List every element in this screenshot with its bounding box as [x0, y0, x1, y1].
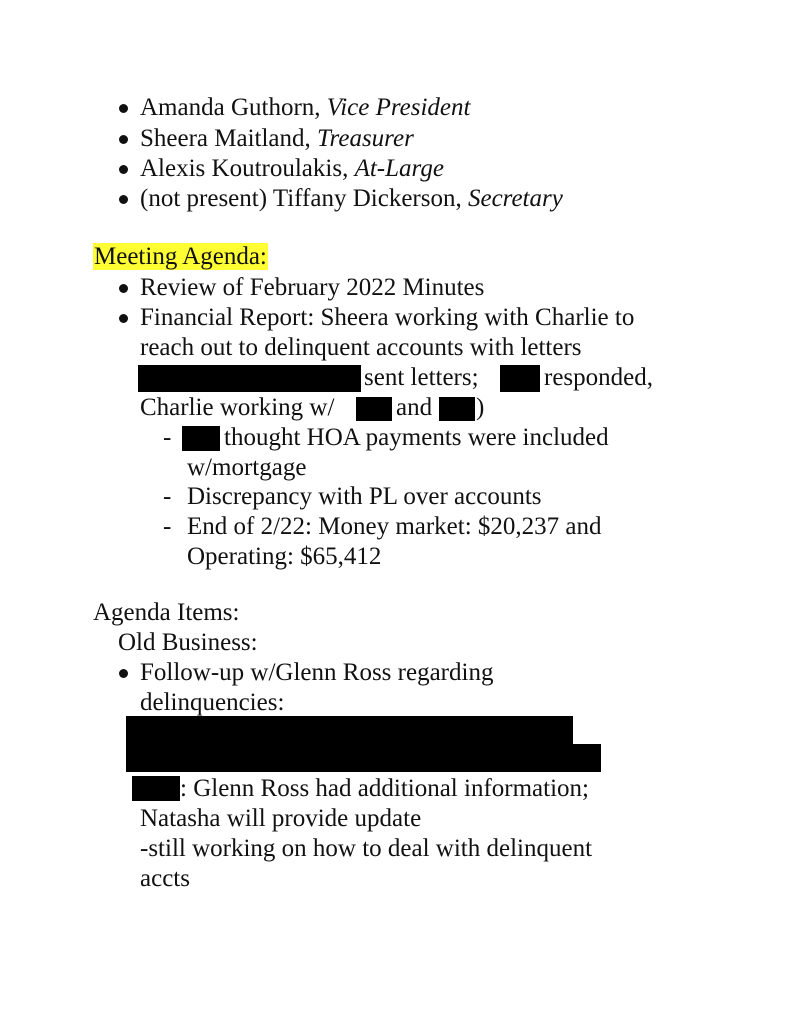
agenda-items-heading: Agenda Items: — [93, 599, 240, 626]
agenda-item-financial: Financial Report: Sheera working with Charlie to — [140, 304, 635, 331]
old-business-note: -still working on how to deal with delinquent — [140, 835, 593, 862]
old-business-note: accts — [140, 865, 190, 892]
redaction-block — [138, 365, 361, 392]
sub-item-balances: End of 2/22: Money market: $20,237 and — [187, 513, 602, 540]
agenda-item-financial-cont: responded, — [544, 364, 653, 391]
officer-item: Amanda Guthorn, Vice President — [140, 94, 471, 121]
agenda-item-financial-cont: and — [396, 394, 433, 421]
agenda-item-financial-cont: ) — [476, 394, 485, 421]
redaction-block — [132, 776, 180, 801]
bullet-icon — [119, 135, 128, 144]
old-business-note: : Glenn Ross had additional information; — [180, 775, 589, 802]
redaction-block — [439, 397, 475, 421]
redaction-block — [500, 365, 540, 392]
redaction-block — [126, 716, 573, 744]
officer-item: (not present) Tiffany Dickerson, Secretary — [140, 185, 563, 212]
agenda-item-financial-cont: Charlie working w/ — [140, 394, 335, 421]
old-business-heading: Old Business: — [118, 629, 258, 656]
agenda-item-review: Review of February 2022 Minutes — [140, 274, 485, 301]
bullet-icon — [119, 195, 128, 204]
dash-marker: - — [163, 424, 172, 451]
bullet-icon — [119, 104, 128, 113]
officer-item: Sheera Maitland, Treasurer — [140, 125, 414, 152]
sub-item-hoa-cont: w/mortgage — [187, 454, 307, 481]
old-business-note: Natasha will provide update — [140, 805, 422, 832]
sub-item-hoa: thought HOA payments were included — [224, 424, 609, 451]
officer-item: Alexis Koutroulakis, At-Large — [140, 155, 444, 182]
redaction-block — [182, 426, 220, 451]
old-business-item-cont: delinquencies: — [140, 689, 285, 716]
redaction-block — [356, 397, 392, 421]
meeting-agenda-heading: Meeting Agenda: — [94, 243, 267, 270]
dash-marker: - — [163, 513, 172, 540]
dash-marker: - — [163, 483, 172, 510]
bullet-icon — [119, 669, 128, 678]
bullet-icon — [119, 284, 128, 293]
sub-item-discrepancy: Discrepancy with PL over accounts — [187, 483, 542, 510]
redaction-block — [126, 744, 601, 772]
bullet-icon — [119, 165, 128, 174]
bullet-icon — [119, 314, 128, 323]
sub-item-balances-cont: Operating: $65,412 — [187, 543, 382, 570]
agenda-item-financial-cont: reach out to delinquent accounts with letters — [140, 334, 582, 361]
agenda-item-financial-cont: sent letters; — [364, 364, 479, 391]
old-business-item: Follow-up w/Glenn Ross regarding — [140, 659, 494, 686]
